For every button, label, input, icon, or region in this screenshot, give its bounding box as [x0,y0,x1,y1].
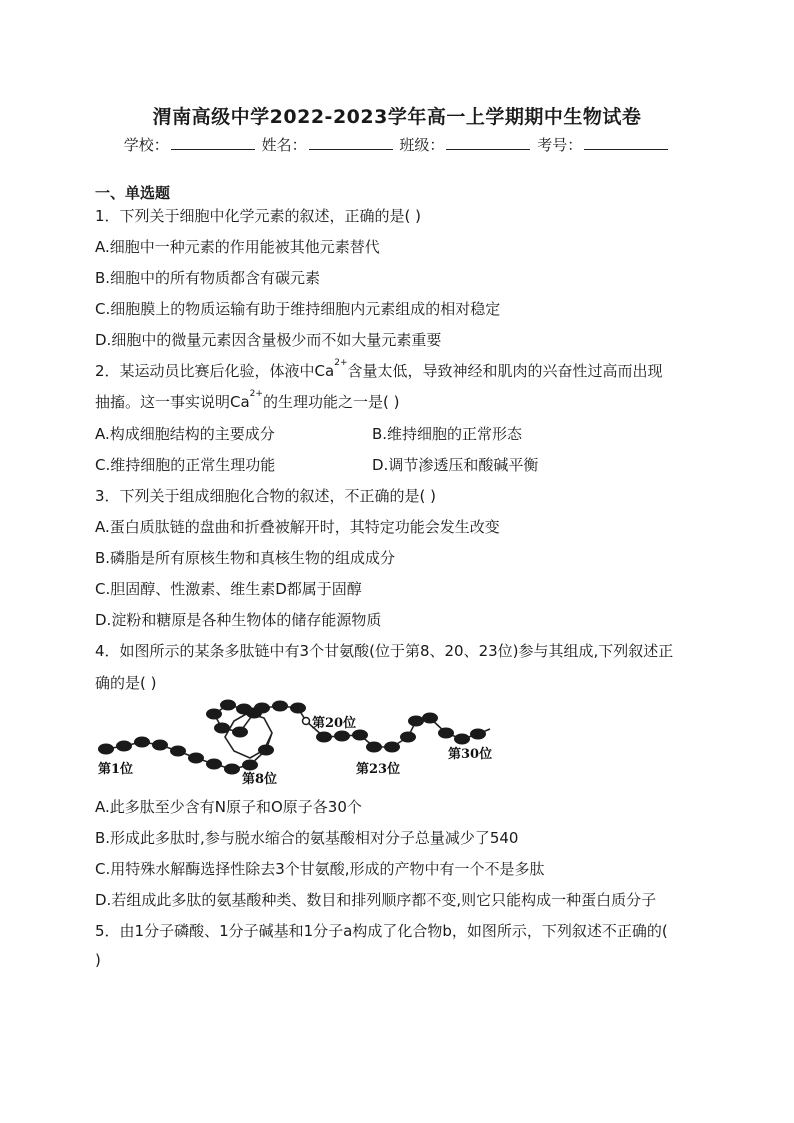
amino-acid-bead [214,723,230,734]
q2-stem: 2．某运动员比赛后化验，体液中$Ca^{2+}$含量太低，导致神经和肌肉的兴奋性过高而出现 [95,358,663,380]
q5-stem: 5．由1分子磷酸、1分子碱基和1分子a构成了化合物b，如图所示，下列叙述不正确的( [95,922,668,940]
amino-acid-bead [366,742,382,753]
amino-acid-bead [352,730,368,741]
q3-option-b[interactable]: B.磷脂是所有原核生物和真核生物的组成成分 [95,549,396,567]
amino-acid-bead [232,727,248,738]
label-position-23: 第23位 [356,762,401,777]
amino-acid-bead [254,703,270,714]
label-position-20: 第20位 [312,716,357,731]
amino-acid-bead [98,744,114,755]
amino-acid-bead [272,701,288,712]
amino-acid-beads [98,700,486,775]
amino-acid-bead [400,732,416,743]
amino-acid-bead [454,734,470,745]
label-position-1: 第1位 [98,762,134,777]
amino-acid-bead [206,759,222,770]
glycine-20-marker [303,718,310,725]
q1-option-a[interactable]: A.细胞中一种元素的作用能被其他元素替代 [95,238,380,256]
label-position-8: 第8位 [242,772,278,787]
id-label: 考号： [537,136,583,154]
q1-option-b[interactable]: B.细胞中的所有物质都含有碳元素 [95,269,321,287]
q1-option-d[interactable]: D.细胞中的微量元素因含量极少而不如大量元素重要 [95,331,442,349]
amino-acid-bead [206,709,222,720]
school-label: 学校： [123,136,169,154]
amino-acid-bead [438,728,454,739]
class-label: 班级： [399,136,445,154]
amino-acid-bead [470,729,486,740]
q2-stem-line2: 抽搐。这一事实说明$Ca^{2+}$的生理功能之一是( ) [95,389,400,411]
amino-acid-bead [224,764,240,775]
q3-option-c[interactable]: C.胆固醇、性激素、维生素D都属于固醇 [95,580,362,598]
amino-acid-bead [242,760,258,771]
amino-acid-bead [152,740,168,751]
amino-acid-bead [188,753,204,764]
q2-option-b[interactable]: B.维持细胞的正常形态 [372,425,523,443]
name-label: 姓名： [261,136,307,154]
amino-acid-bead [334,731,350,742]
amino-acid-bead [236,704,252,715]
amino-acid-bead [134,737,150,748]
amino-acid-bead [258,745,274,756]
amino-acid-bead [116,741,132,752]
q2-option-d[interactable]: D.调节渗透压和酸碱平衡 [372,456,539,474]
q4-option-a[interactable]: A.此多肽至少含有N原子和O原子各30个 [95,798,362,816]
amino-acid-bead [290,703,306,714]
label-position-30: 第30位 [448,747,493,762]
amino-acid-bead [408,716,424,727]
q4-option-b[interactable]: B.形成此多肽时,参与脱水缩合的氨基酸相对分子总量减少了540 [95,829,519,847]
q3-stem: 3．下列关于组成细胞化合物的叙述，不正确的是( ) [95,487,437,505]
q1-stem: 1．下列关于细胞中化学元素的叙述，正确的是( ) [95,207,422,225]
section-title: 一、单选题 [95,184,171,202]
q4-stem: 4．如图所示的某条多肽链中有3个甘氨酸(位于第8、20、23位)参与其组成,下列叙述正 [95,642,674,660]
amino-acid-bead [422,713,438,724]
exam-title: 渭南高级中学2022-2023学年高一上学期期中生物试卷 [152,106,642,128]
q3-option-d[interactable]: D.淀粉和糖原是各种生物体的储存能源物质 [95,611,382,629]
q4-option-c[interactable]: C.用特殊水解酶选择性除去3个甘氨酸,形成的产物中有一个不是多肽 [95,860,545,878]
q3-option-a[interactable]: A.蛋白质肽链的盘曲和折叠被解开时，其特定功能会发生改变 [95,518,500,536]
q2-option-c[interactable]: C.维持细胞的正常生理功能 [95,456,276,474]
q1-option-c[interactable]: C.细胞膜上的物质运输有助于维持细胞内元素组成的相对稳定 [95,300,501,318]
q4-option-d[interactable]: D.若组成此多肽的氨基酸种类、数目和排列顺序都不变,则它只能构成一种蛋白质分子 [95,891,657,909]
q4-stem-line2: 确的是( ) [95,674,157,692]
amino-acid-bead [170,746,186,757]
amino-acid-bead [220,700,236,711]
amino-acid-bead [384,742,400,753]
q2-option-a[interactable]: A.构成细胞结构的主要成分 [95,425,275,443]
q5-stem-line2: ) [95,951,101,969]
amino-acid-bead [316,732,332,743]
